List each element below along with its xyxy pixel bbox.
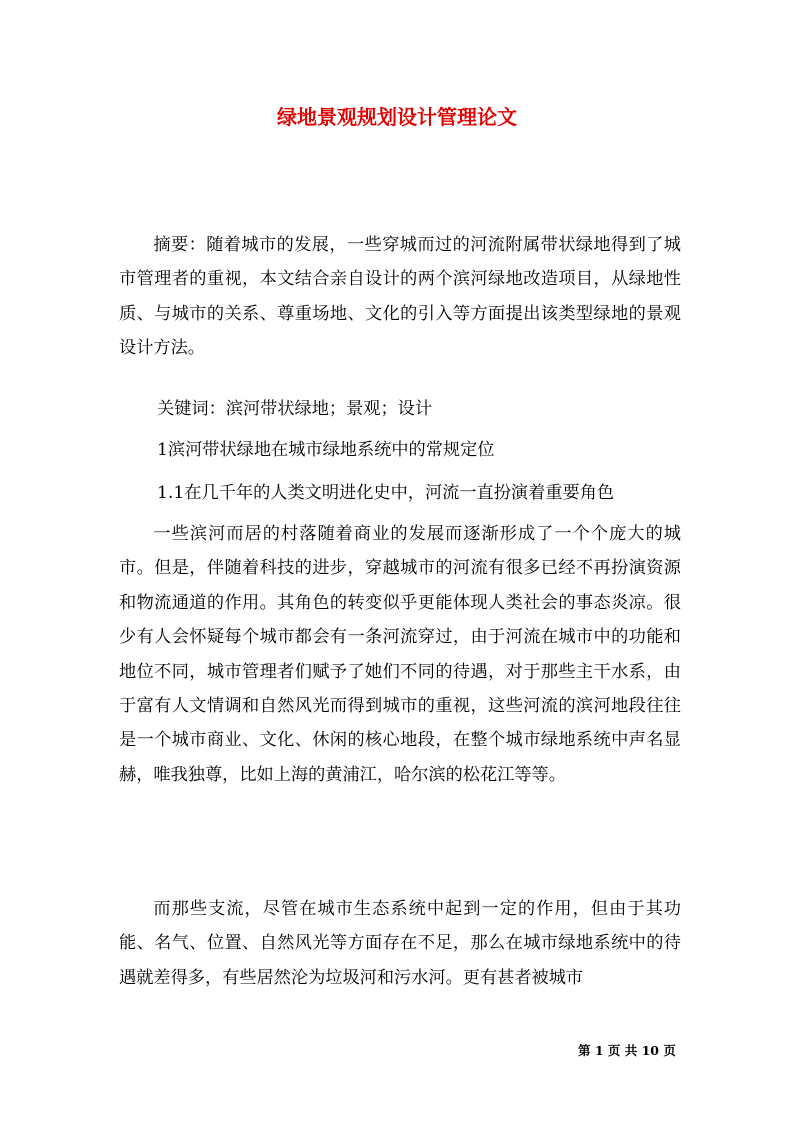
keywords-line: 关键词：滨河带状绿地；景观；设计 <box>157 399 433 419</box>
section-heading-1: 1滨河带状绿地在城市绿地系统中的常规定位 <box>157 440 495 460</box>
page-number-footer: 第 1 页 共 10 页 <box>578 1043 676 1058</box>
section-heading-1-1: 1.1在几千年的人类文明进化史中，河流一直扮演着重要角色 <box>157 483 615 503</box>
document-title: 绿地景观规划设计管理论文 <box>277 105 517 129</box>
abstract-paragraph: 摘要：随着城市的发展，一些穿城而过的河流附属带状绿地得到了城市管理者的重视，本文结合亲自设计的两个滨河绿地改造项目，从绿地性质、与城市的关系、尊重场地、文化的引入等方面提出该类型绿地的景观设计方法。 <box>119 235 681 359</box>
body-paragraph-2: 而那些支流，尽管在城市生态系统中起到一定的作用，但由于其功能、名气、位置、自然风光等方面存在不足，那么在城市绿地系统中的待遇就差得多，有些居然沦为垃圾河和污水河。更有甚者被城市 <box>119 899 681 988</box>
body-paragraph-1: 一些滨河而居的村落随着商业的发展而逐渐形成了一个个庞大的城市。但是，伴随着科技的进步，穿越城市的河流有很多已经不再扮演资源和物流通道的作用。其角色的转变似乎更能体现人类社会的事态炎凉。很少有人会怀疑每个城市都会有一条河流穿过，由于河流在城市中的功能和地位不同，城市管理者们赋予了她们不同的待遇，对于那些主干水系，由于富有人文情调和自然风光而得到城市的重视，这些河流的滨河地段往往是一个城市商业、文化、休闲的核心地段，在整个城市绿地系统中声名显赫，唯我独尊，比如上海的黄浦江，哈尔滨的松花江等等。 <box>119 524 681 785</box>
